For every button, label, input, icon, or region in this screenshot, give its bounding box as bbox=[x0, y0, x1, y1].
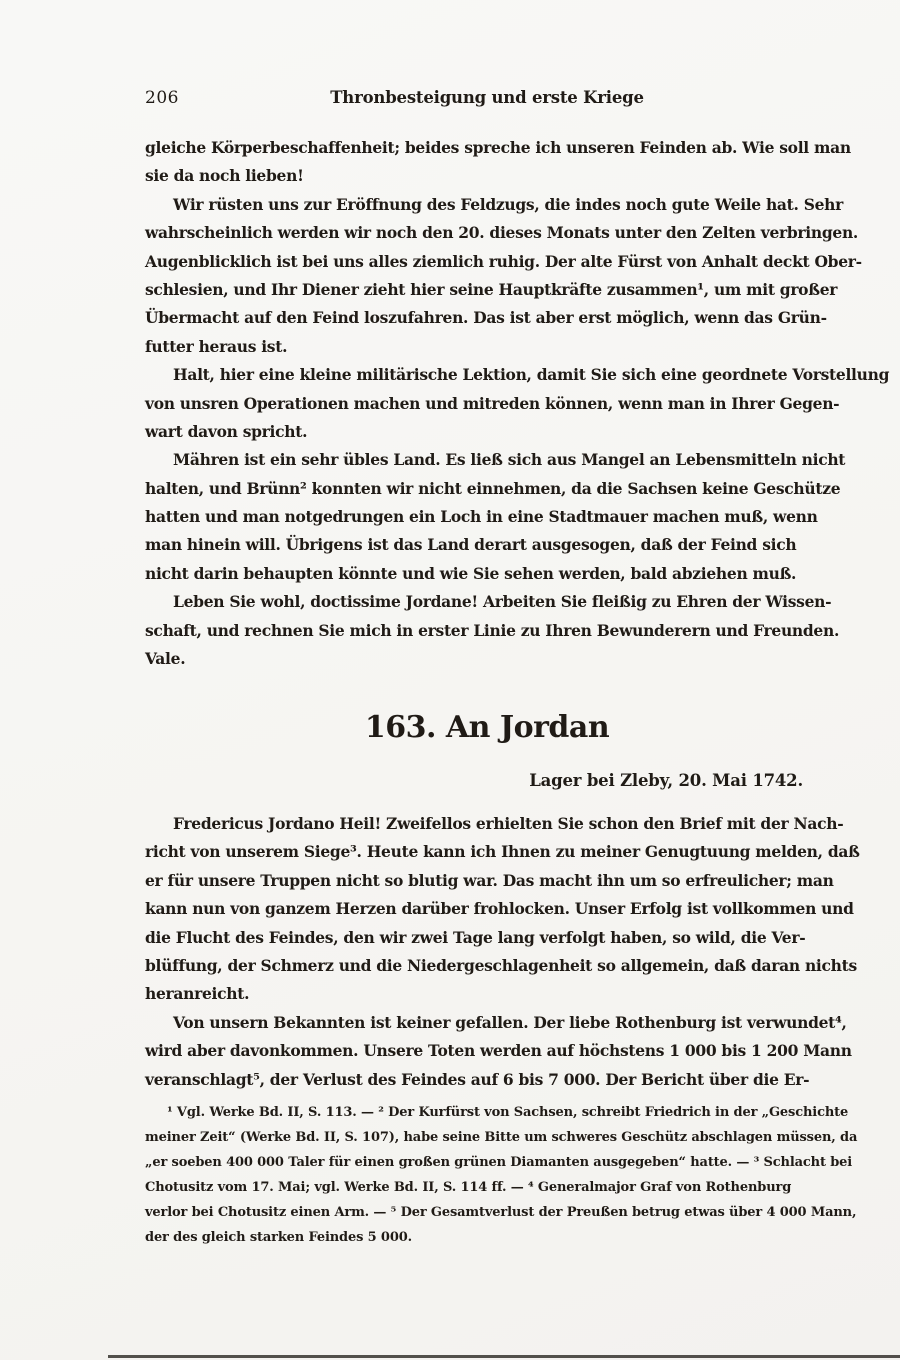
text-line: schlesien, und Ihr Diener zieht hier seine Hauptkräfte zusammen¹, um mit großer bbox=[145, 279, 838, 299]
text-line: Vale. bbox=[145, 649, 186, 669]
paragraph bbox=[145, 191, 862, 361]
text-line: ¹ Vgl. Werke Bd. II, S. 113. — ² Der Kurfürst von Sachsen, schreibt Friedrich in der „Geschichte bbox=[167, 1105, 849, 1120]
text-line: Augenblicklich ist bei uns alles ziemlich ruhig. Der alte Fürst von Anhalt deckt Ober- bbox=[145, 251, 862, 271]
text-line: Halt, hier eine kleine militärische Lektion, damit Sie sich eine geordnete Vorstellung bbox=[173, 365, 890, 385]
text-line: nicht darin behaupten könnte und wie Sie sehen werden, bald abziehen muß. bbox=[145, 563, 797, 583]
paragraph bbox=[145, 1009, 852, 1094]
text-line: Mähren ist ein sehr übles Land. Es ließ sich aus Mangel an Lebensmitteln nicht bbox=[173, 450, 846, 470]
paragraph bbox=[145, 134, 851, 191]
text-line: wahrscheinlich werden wir noch den 20. dieses Monats unter den Zelten verbringen. bbox=[145, 223, 859, 243]
previous-letter-text bbox=[145, 134, 890, 673]
text-line: blüffung, der Schmerz und die Niedergeschlagenheit so allgemein, daß daran nichts bbox=[145, 955, 857, 975]
text-line: sie da noch lieben! bbox=[145, 166, 304, 186]
text-line: heranreicht. bbox=[145, 984, 250, 1004]
text-line: veranschlagt⁵, der Verlust des Feindes auf 6 bis 7 000. Der Bericht über die Er- bbox=[145, 1069, 810, 1089]
scan-edge-artifact bbox=[108, 1355, 900, 1358]
letter-body-text bbox=[145, 810, 860, 1094]
running-header bbox=[145, 88, 829, 110]
text-line: man hinein will. Übrigens ist das Land derart ausgesogen, daß der Feind sich bbox=[145, 535, 797, 555]
text-line: halten, und Brünn² konnten wir nicht einnehmen, da die Sachsen keine Geschütze bbox=[145, 478, 841, 498]
paragraph bbox=[145, 361, 890, 446]
text-line: die Flucht des Feindes, den wir zwei Tage lang verfolgt haben, so wild, die Ver- bbox=[145, 927, 806, 947]
text-line: verlor bei Chotusitz einen Arm. — ⁵ Der Gesamtverlust der Preußen betrug etwas über 4 000 Mann, bbox=[145, 1205, 857, 1220]
text-line: schaft, und rechnen Sie mich in erster Linie zu Ihren Bewunderern und Freunden. bbox=[145, 620, 840, 640]
text-line: Leben Sie wohl, doctissime Jordane! Arbeiten Sie fleißig zu Ehren der Wissen- bbox=[173, 592, 832, 612]
text-line: Fredericus Jordano Heil! Zweifellos erhielten Sie schon den Brief mit der Nach- bbox=[173, 814, 844, 833]
running-title: Thronbesteigung und erste Kriege bbox=[330, 88, 644, 107]
text-line: gleiche Körperbeschaffenheit; beides spreche ich unseren Feinden ab. Wie soll man bbox=[145, 138, 851, 157]
text-line: Von unsern Bekannten ist keiner gefallen. Der liebe Rothenburg ist verwundet⁴, bbox=[173, 1012, 847, 1032]
text-line: von unsren Operationen machen und mitreden können, wenn man in Ihrer Gegen- bbox=[145, 393, 840, 413]
text-line: meiner Zeit“ (Werke Bd. II, S. 107), habe seine Bitte um schweres Geschütz abschlagen müssen, da bbox=[145, 1130, 858, 1145]
text-line: wird aber davonkommen. Unsere Toten werden auf höchstens 1 000 bis 1 200 Mann bbox=[145, 1041, 852, 1061]
letter-heading: 163. An Jordan bbox=[364, 710, 610, 745]
text-line: Chotusitz vom 17. Mai; vgl. Werke Bd. II, S. 114 ff. — ⁴ Generalmajor Graf von Rothenburg bbox=[145, 1180, 792, 1195]
page-number: 206 bbox=[145, 88, 179, 108]
text-line: der des gleich starken Feindes 5 000. bbox=[145, 1230, 412, 1245]
paragraph bbox=[145, 810, 860, 1009]
text-line: kann nun von ganzem Herzen darüber frohlocken. Unser Erfolg ist vollkommen und bbox=[145, 899, 854, 919]
paragraph bbox=[145, 446, 846, 588]
text-line: futter heraus ist. bbox=[145, 336, 288, 356]
letter-dateline: Lager bei Zleby, 20. Mai 1742. bbox=[529, 771, 803, 790]
text-line: richt von unserem Siege³. Heute kann ich Ihnen zu meiner Genugtuung melden, daß bbox=[145, 842, 860, 862]
text-line: hatten und man notgedrungen ein Loch in eine Stadtmauer machen muß, wenn bbox=[145, 507, 818, 527]
paragraph bbox=[145, 588, 840, 673]
footnotes-block bbox=[145, 1100, 858, 1250]
text-line: Wir rüsten uns zur Eröffnung des Feldzugs, die indes noch gute Weile hat. Sehr bbox=[173, 194, 844, 214]
text-line: „er soeben 400 000 Taler für einen großen grünen Diamanten ausgegeben“ hatte. — ³ Schlacht bei bbox=[145, 1155, 853, 1170]
text-line: wart davon spricht. bbox=[145, 421, 308, 441]
text-line: er für unsere Truppen nicht so blutig war. Das macht ihn um so erfreulicher; man bbox=[145, 870, 834, 890]
text-line: Übermacht auf den Feind loszufahren. Das ist aber erst möglich, wenn das Grün- bbox=[145, 308, 827, 328]
